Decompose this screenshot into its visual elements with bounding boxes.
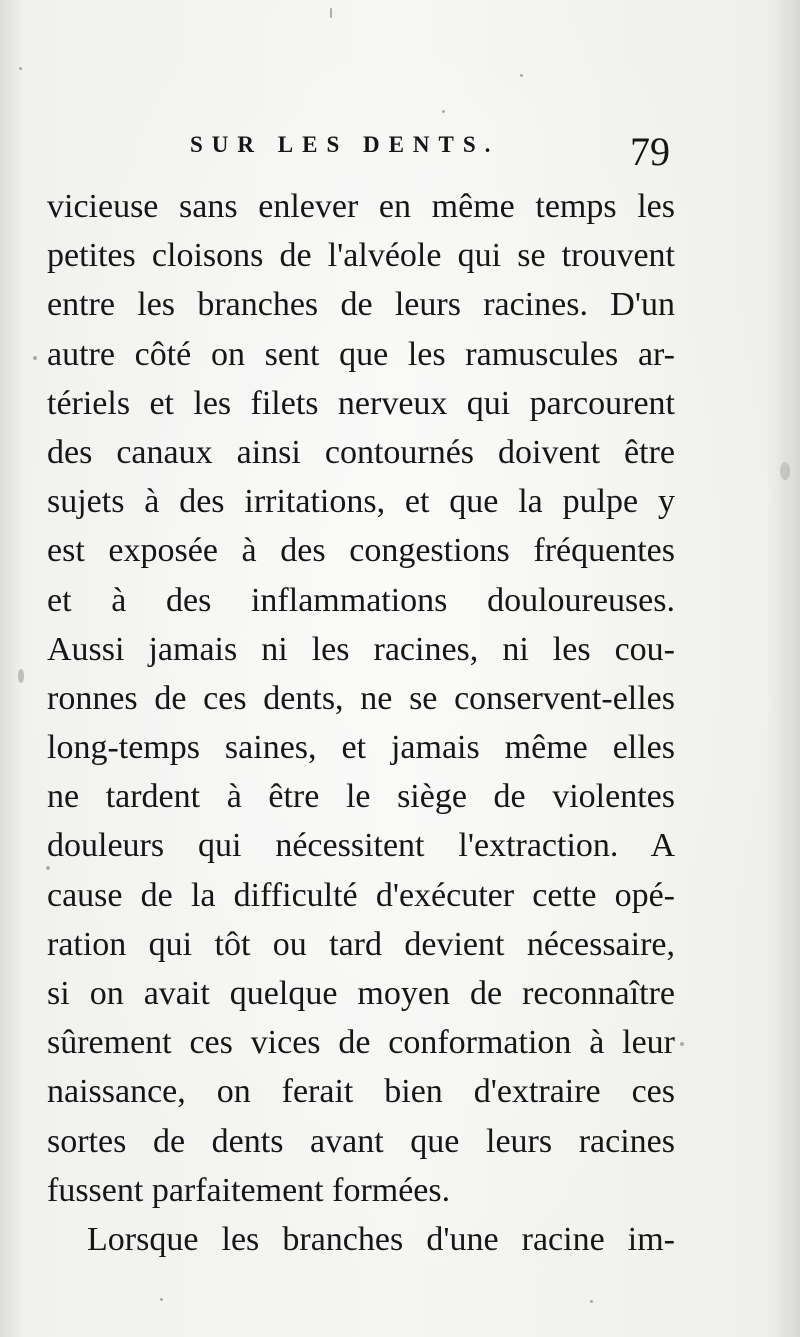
print-speck	[520, 74, 523, 77]
print-speck	[680, 1042, 684, 1046]
print-speck	[780, 462, 790, 480]
text-line: autre côté on sent que les ramuscules ar-	[47, 335, 675, 373]
print-speck	[46, 866, 50, 870]
text-line: des canaux ainsi contournés doivent être	[47, 433, 675, 471]
print-speck	[18, 669, 24, 683]
text-line: sujets à des irritations, et que la pulpe y	[47, 483, 675, 521]
print-speck	[330, 8, 332, 18]
paragraph-start-line: Lorsque les branches d'une racine im-	[87, 1220, 675, 1258]
print-speck	[160, 1298, 163, 1301]
text-line: petites cloisons de l'alvéole qui se trouvent	[47, 237, 675, 275]
text-line: si on avait quelque moyen de reconnaître	[47, 975, 675, 1012]
text-line: sûrement ces vices de conformation à leur	[47, 1024, 675, 1062]
text-line: et à des inflammations douloureuses.	[47, 581, 675, 619]
text-line: long-temps saines, et jamais même elles	[47, 729, 675, 767]
print-speck	[590, 1300, 593, 1303]
text-line: ronnes de ces dents, ne se conservent-elles	[47, 679, 675, 717]
running-head: SUR LES DENTS.	[190, 132, 500, 157]
text-line: vicieuse sans enlever en même temps les	[47, 188, 675, 225]
text-line: sortes de dents avant que leurs racines	[47, 1122, 675, 1160]
text-line: entre les branches de leurs racines. D'un	[47, 286, 675, 324]
text-line: cause de la difficulté d'exécuter cette opé-	[47, 876, 675, 914]
paragraph-end-line: fussent parfaitement formées.	[47, 1171, 451, 1209]
text-line: naissance, on ferait bien d'extraire ces	[47, 1073, 675, 1111]
print-speck	[442, 110, 445, 113]
text-line: ne tardent à être le siège de violentes	[47, 778, 675, 816]
print-speck	[33, 356, 37, 360]
text-line: tériels et les filets nerveux qui parcourent	[47, 384, 675, 422]
page-number: 79	[630, 129, 670, 174]
text-line: ration qui tôt ou tard devient nécessaire,	[47, 925, 675, 963]
body-text	[47, 182, 675, 1264]
text-line: douleurs qui nécessitent l'extraction. A	[47, 827, 675, 865]
text-line: est exposée à des congestions fréquentes	[47, 532, 675, 570]
print-speck	[19, 67, 22, 70]
text-line: Aussi jamais ni les racines, ni les cou-	[47, 630, 675, 668]
